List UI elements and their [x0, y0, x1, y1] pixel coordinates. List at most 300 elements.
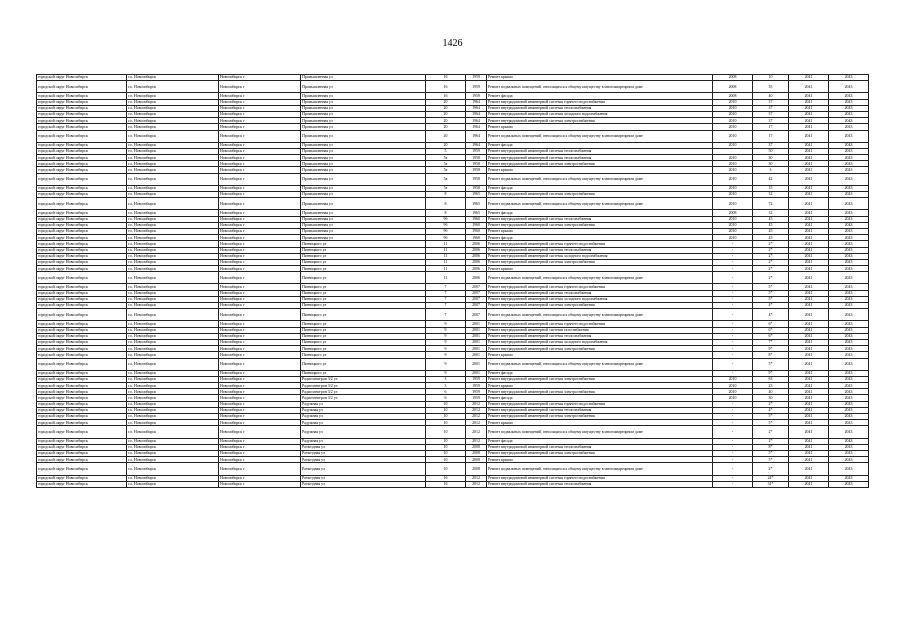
- table-row: [37, 481, 869, 487]
- capital-repair-table: [36, 74, 868, 488]
- cell-plan-start: 2041: [789, 198, 829, 210]
- cell-last-repair-year: -: [713, 339, 753, 345]
- cell-build-year: 1960: [466, 222, 487, 228]
- cell-work-type: Ремонт внутридомовой инженерной системы электроснабжения: [487, 376, 713, 382]
- cell-house: 6: [426, 389, 466, 395]
- cell-build-year: 1959: [466, 93, 487, 99]
- cell-work-type: Ремонт внутридомовой инженерной системы электроснабжения: [487, 389, 713, 395]
- cell-municipality: г.о. Новосибирск: [127, 420, 219, 426]
- cell-district: городской округ Новосибирск: [37, 185, 127, 191]
- cell-district: городской округ Новосибирск: [37, 210, 127, 216]
- cell-last-repair-year: -: [713, 438, 753, 444]
- cell-wear-percent: 45: [753, 216, 789, 222]
- cell-wear-percent: 2*: [753, 241, 789, 247]
- cell-house: 20: [426, 111, 466, 117]
- cell-street: Промышленная ул: [301, 81, 426, 93]
- cell-plan-end: 2043: [829, 192, 869, 198]
- cell-city: Новосибирск г: [219, 241, 301, 247]
- cell-municipality: г.о. Новосибирск: [127, 93, 219, 99]
- cell-build-year: 1965: [466, 192, 487, 198]
- cell-district: городской округ Новосибирск: [37, 370, 127, 376]
- cell-plan-end: 2043: [829, 75, 869, 81]
- cell-street: Промышленная ул: [301, 148, 426, 154]
- cell-district: городской округ Новосибирск: [37, 148, 127, 154]
- cell-build-year: 1959: [466, 389, 487, 395]
- cell-district: городской округ Новосибирск: [37, 420, 127, 426]
- cell-work-type: Ремонт крыши: [487, 75, 713, 81]
- table-row: [37, 81, 869, 93]
- cell-district: городской округ Новосибирск: [37, 290, 127, 296]
- cell-plan-start: 2041: [789, 303, 829, 309]
- cell-last-repair-year: -: [713, 241, 753, 247]
- cell-wear-percent: 24*: [753, 475, 789, 481]
- cell-wear-percent: 15: [753, 185, 789, 191]
- cell-build-year: 1964: [466, 118, 487, 124]
- cell-plan-end: 2043: [829, 148, 869, 154]
- cell-plan-end: 2043: [829, 333, 869, 339]
- cell-work-type: Ремонт внутридомовой инженерной системы горячего водоснабжения: [487, 321, 713, 327]
- cell-district: городской округ Новосибирск: [37, 118, 127, 124]
- cell-build-year: 2001: [466, 346, 487, 352]
- page-number: 1426: [442, 38, 463, 49]
- table-row: [37, 358, 869, 370]
- cell-wear-percent: 2*: [753, 253, 789, 259]
- cell-last-repair-year: 2010: [713, 216, 753, 222]
- cell-house: 8: [426, 192, 466, 198]
- cell-plan-start: 2041: [789, 259, 829, 265]
- cell-house: 5а: [426, 155, 466, 161]
- cell-municipality: г.о. Новосибирск: [127, 309, 219, 321]
- cell-plan-end: 2043: [829, 105, 869, 111]
- cell-work-type: Ремонт внутридомовой инженерной системы электроснабжения: [487, 450, 713, 456]
- cell-work-type: Ремонт внутридомовой инженерной системы холодного водоснабжения: [487, 339, 713, 345]
- cell-district: городской округ Новосибирск: [37, 383, 127, 389]
- cell-plan-end: 2043: [829, 235, 869, 241]
- cell-city: Новосибирск г: [219, 192, 301, 198]
- cell-city: Новосибирск г: [219, 130, 301, 142]
- cell-last-repair-year: -: [713, 303, 753, 309]
- cell-plan-start: 2041: [789, 333, 829, 339]
- cell-build-year: 1964: [466, 142, 487, 148]
- cell-district: городской округ Новосибирск: [37, 303, 127, 309]
- cell-work-type: Ремонт внутридомовой инженерной системы электроснабжения: [487, 118, 713, 124]
- cell-work-type: Ремонт подвальных помещений, относящихся к общему имуществу в многоквартирном доме: [487, 173, 713, 185]
- cell-plan-end: 2043: [829, 303, 869, 309]
- cell-street: Пятницкого ул: [301, 339, 426, 345]
- cell-city: Новосибирск г: [219, 105, 301, 111]
- cell-plan-end: 2043: [829, 321, 869, 327]
- cell-work-type: Ремонт подвальных помещений, относящихся к общему имуществу в многоквартирном доме: [487, 358, 713, 370]
- cell-plan-start: 2041: [789, 81, 829, 93]
- cell-last-repair-year: 2010: [713, 235, 753, 241]
- cell-last-repair-year: -: [713, 401, 753, 407]
- cell-municipality: г.о. Новосибирск: [127, 370, 219, 376]
- cell-house: 10: [426, 401, 466, 407]
- cell-street: Пятницкого ул: [301, 309, 426, 321]
- cell-build-year: 2001: [466, 327, 487, 333]
- cell-municipality: г.о. Новосибирск: [127, 155, 219, 161]
- cell-street: Радиоэлектрон 3/2 ул: [301, 383, 426, 389]
- cell-plan-end: 2043: [829, 130, 869, 142]
- cell-municipality: г.о. Новосибирск: [127, 99, 219, 105]
- cell-work-type: Ремонт крыши: [487, 124, 713, 130]
- cell-city: Новосибирск г: [219, 333, 301, 339]
- cell-street: Пятницкого ул: [301, 290, 426, 296]
- cell-build-year: 2006: [466, 259, 487, 265]
- cell-plan-start: 2041: [789, 161, 829, 167]
- cell-city: Новосибирск г: [219, 75, 301, 81]
- cell-last-repair-year: 2010: [713, 155, 753, 161]
- cell-municipality: г.о. Новосибирск: [127, 235, 219, 241]
- cell-wear-percent: 40: [753, 93, 789, 99]
- cell-house: 11: [426, 259, 466, 265]
- cell-house: 9: [426, 370, 466, 376]
- cell-district: городской округ Новосибирск: [37, 235, 127, 241]
- cell-municipality: г.о. Новосибирск: [127, 303, 219, 309]
- cell-district: городской округ Новосибирск: [37, 241, 127, 247]
- cell-build-year: 1965: [466, 198, 487, 210]
- cell-municipality: г.о. Новосибирск: [127, 81, 219, 93]
- cell-last-repair-year: -: [713, 450, 753, 456]
- cell-work-type: Ремонт внутридомовой инженерной системы теплоснабжения: [487, 105, 713, 111]
- cell-street: Промышленная ул: [301, 210, 426, 216]
- cell-district: городской округ Новосибирск: [37, 284, 127, 290]
- cell-city: Новосибирск г: [219, 142, 301, 148]
- cell-plan-end: 2043: [829, 99, 869, 105]
- cell-build-year: 2012: [466, 481, 487, 487]
- cell-street: Промышленная ул: [301, 99, 426, 105]
- cell-plan-end: 2043: [829, 247, 869, 253]
- cell-house: 8: [426, 198, 466, 210]
- cell-district: городской округ Новосибирск: [37, 266, 127, 272]
- cell-house: 9: [426, 339, 466, 345]
- cell-district: городской округ Новосибирск: [37, 346, 127, 352]
- cell-house: 8: [426, 210, 466, 216]
- cell-plan-end: 2043: [829, 327, 869, 333]
- table-row: [37, 309, 869, 321]
- cell-wear-percent: 5*: [753, 358, 789, 370]
- cell-district: городской округ Новосибирск: [37, 75, 127, 81]
- cell-house: 9б: [426, 235, 466, 241]
- cell-wear-percent: 45: [753, 228, 789, 234]
- cell-city: Новосибирск г: [219, 290, 301, 296]
- cell-municipality: г.о. Новосибирск: [127, 142, 219, 148]
- cell-build-year: 1958: [466, 155, 487, 161]
- cell-wear-percent: 2*: [753, 266, 789, 272]
- cell-build-year: 2006: [466, 241, 487, 247]
- cell-plan-start: 2041: [789, 358, 829, 370]
- cell-city: Новосибирск г: [219, 111, 301, 117]
- cell-plan-start: 2041: [789, 210, 829, 216]
- cell-build-year: 1964: [466, 130, 487, 142]
- cell-last-repair-year: -: [713, 352, 753, 358]
- cell-last-repair-year: 2008: [713, 81, 753, 93]
- cell-district: городской округ Новосибирск: [37, 414, 127, 420]
- cell-plan-end: 2043: [829, 198, 869, 210]
- cell-street: Промышленная ул: [301, 124, 426, 130]
- cell-plan-end: 2043: [829, 185, 869, 191]
- cell-work-type: Ремонт подвальных помещений, относящихся к общему имуществу в многоквартирном доме: [487, 198, 713, 210]
- cell-city: Новосибирск г: [219, 444, 301, 450]
- cell-wear-percent: 45: [753, 222, 789, 228]
- cell-district: городской округ Новосибирск: [37, 376, 127, 382]
- cell-last-repair-year: -: [713, 346, 753, 352]
- cell-build-year: 1959: [466, 75, 487, 81]
- cell-work-type: Ремонт внутридомовой инженерной системы теплоснабжения: [487, 407, 713, 413]
- cell-plan-end: 2043: [829, 296, 869, 302]
- cell-wear-percent: 35: [753, 81, 789, 93]
- cell-house: 9: [426, 333, 466, 339]
- cell-house: 11: [426, 241, 466, 247]
- cell-last-repair-year: -: [713, 247, 753, 253]
- cell-build-year: 2007: [466, 309, 487, 321]
- cell-plan-end: 2043: [829, 481, 869, 487]
- cell-city: Новосибирск г: [219, 235, 301, 241]
- cell-street: Пятницкого ул: [301, 241, 426, 247]
- cell-street: Промышленная ул: [301, 222, 426, 228]
- cell-wear-percent: 9*: [753, 370, 789, 376]
- cell-house: 10: [426, 450, 466, 456]
- cell-wear-percent: 8*: [753, 444, 789, 450]
- cell-work-type: Ремонт внутридомовой инженерной системы электроснабжения: [487, 303, 713, 309]
- cell-work-type: Ремонт фасада: [487, 142, 713, 148]
- table-row: [37, 198, 869, 210]
- cell-last-repair-year: -: [713, 358, 753, 370]
- cell-plan-end: 2043: [829, 401, 869, 407]
- cell-build-year: 1960: [466, 235, 487, 241]
- cell-plan-start: 2041: [789, 124, 829, 130]
- cell-wear-percent: 5*: [753, 450, 789, 456]
- cell-work-type: Ремонт внутридомовой инженерной системы теплоснабжения: [487, 481, 713, 487]
- cell-wear-percent: 5*: [753, 420, 789, 426]
- cell-plan-start: 2041: [789, 272, 829, 284]
- cell-wear-percent: 72: [753, 198, 789, 210]
- cell-plan-end: 2043: [829, 81, 869, 93]
- cell-build-year: 2012: [466, 401, 487, 407]
- cell-plan-start: 2041: [789, 395, 829, 401]
- cell-last-repair-year: -: [713, 414, 753, 420]
- cell-street: Разъездная ул: [301, 444, 426, 450]
- cell-work-type: Ремонт подвальных помещений, относящихся к общему имуществу в многоквартирном доме: [487, 309, 713, 321]
- cell-district: городской округ Новосибирск: [37, 481, 127, 487]
- cell-plan-start: 2041: [789, 173, 829, 185]
- cell-plan-end: 2043: [829, 389, 869, 395]
- cell-build-year: 1958: [466, 167, 487, 173]
- cell-street: Пятницкого ул: [301, 370, 426, 376]
- cell-last-repair-year: -: [713, 296, 753, 302]
- cell-district: городской округ Новосибирск: [37, 247, 127, 253]
- cell-work-type: Ремонт внутридомовой инженерной системы теплоснабжения: [487, 148, 713, 154]
- cell-street: Промышленная ул: [301, 75, 426, 81]
- cell-last-repair-year: -: [713, 253, 753, 259]
- cell-build-year: 2006: [466, 272, 487, 284]
- cell-wear-percent: 5*: [753, 457, 789, 463]
- cell-work-type: Ремонт крыши: [487, 228, 713, 234]
- cell-plan-start: 2041: [789, 93, 829, 99]
- cell-last-repair-year: 2010: [713, 105, 753, 111]
- cell-city: Новосибирск г: [219, 426, 301, 438]
- cell-build-year: 1964: [466, 111, 487, 117]
- cell-street: Радиоэлектрон 3/2 ул: [301, 389, 426, 395]
- cell-street: Промышленная ул: [301, 161, 426, 167]
- cell-plan-start: 2041: [789, 130, 829, 142]
- cell-municipality: г.о. Новосибирск: [127, 376, 219, 382]
- cell-house: 11: [426, 253, 466, 259]
- cell-district: городской округ Новосибирск: [37, 192, 127, 198]
- cell-house: 20: [426, 105, 466, 111]
- cell-house: 11: [426, 266, 466, 272]
- cell-work-type: Ремонт внутридомовой инженерной системы холодного водоснабжения: [487, 111, 713, 117]
- cell-wear-percent: 37: [753, 142, 789, 148]
- cell-build-year: 2008: [466, 457, 487, 463]
- cell-plan-start: 2041: [789, 228, 829, 234]
- cell-house: 5: [426, 148, 466, 154]
- cell-build-year: 1959: [466, 395, 487, 401]
- repair-schedule-table: [36, 74, 869, 488]
- cell-plan-start: 2041: [789, 148, 829, 154]
- cell-build-year: 2007: [466, 296, 487, 302]
- cell-city: Новосибирск г: [219, 198, 301, 210]
- cell-city: Новосибирск г: [219, 155, 301, 161]
- cell-last-repair-year: 2010: [713, 185, 753, 191]
- cell-build-year: 1964: [466, 105, 487, 111]
- cell-last-repair-year: 2010: [713, 383, 753, 389]
- cell-wear-percent: 30: [753, 161, 789, 167]
- cell-last-repair-year: -: [713, 309, 753, 321]
- cell-work-type: Ремонт крыши: [487, 383, 713, 389]
- cell-last-repair-year: 2010: [713, 222, 753, 228]
- cell-plan-end: 2043: [829, 290, 869, 296]
- cell-last-repair-year: -: [713, 327, 753, 333]
- cell-plan-end: 2043: [829, 457, 869, 463]
- cell-last-repair-year: 2010: [713, 99, 753, 105]
- cell-city: Новосибирск г: [219, 259, 301, 265]
- cell-house: 10: [426, 414, 466, 420]
- cell-wear-percent: 4*: [753, 407, 789, 413]
- cell-build-year: 1959: [466, 148, 487, 154]
- cell-city: Новосибирск г: [219, 395, 301, 401]
- cell-last-repair-year: -: [713, 370, 753, 376]
- cell-last-repair-year: 2010: [713, 130, 753, 142]
- cell-plan-end: 2043: [829, 376, 869, 382]
- cell-plan-start: 2041: [789, 426, 829, 438]
- cell-work-type: Ремонт внутридомовой инженерной системы горячего водоснабжения: [487, 99, 713, 105]
- cell-municipality: г.о. Новосибирск: [127, 192, 219, 198]
- cell-city: Новосибирск г: [219, 296, 301, 302]
- cell-work-type: Ремонт крыши: [487, 266, 713, 272]
- cell-city: Новосибирск г: [219, 339, 301, 345]
- cell-plan-start: 2041: [789, 167, 829, 173]
- cell-last-repair-year: 2010: [713, 228, 753, 234]
- cell-house: 9б: [426, 222, 466, 228]
- cell-work-type: Ремонт внутридомовой инженерной системы электроснабжения: [487, 222, 713, 228]
- cell-work-type: Ремонт крыши: [487, 420, 713, 426]
- cell-plan-start: 2041: [789, 118, 829, 124]
- cell-work-type: Ремонт фасада: [487, 235, 713, 241]
- cell-district: городской округ Новосибирск: [37, 463, 127, 475]
- cell-district: городской округ Новосибирск: [37, 173, 127, 185]
- cell-work-type: Ремонт внутридомовой инженерной системы горячего водоснабжения: [487, 284, 713, 290]
- cell-street: Промышленная ул: [301, 185, 426, 191]
- cell-district: городской округ Новосибирск: [37, 333, 127, 339]
- cell-house: 10: [426, 457, 466, 463]
- cell-street: Пятницкого ул: [301, 296, 426, 302]
- cell-build-year: 1958: [466, 161, 487, 167]
- cell-district: городской округ Новосибирск: [37, 111, 127, 117]
- cell-house: 20: [426, 130, 466, 142]
- cell-district: городской округ Новосибирск: [37, 155, 127, 161]
- cell-last-repair-year: -: [713, 266, 753, 272]
- cell-build-year: 2001: [466, 358, 487, 370]
- cell-build-year: 2006: [466, 247, 487, 253]
- cell-city: Новосибирск г: [219, 407, 301, 413]
- cell-municipality: г.о. Новосибирск: [127, 247, 219, 253]
- cell-wear-percent: 37: [753, 111, 789, 117]
- cell-plan-end: 2043: [829, 475, 869, 481]
- cell-house: 7: [426, 303, 466, 309]
- cell-street: Пятницкого ул: [301, 272, 426, 284]
- cell-wear-percent: 7*: [753, 339, 789, 345]
- cell-work-type: Ремонт внутридомовой инженерной системы теплоснабжения: [487, 216, 713, 222]
- cell-plan-start: 2041: [789, 99, 829, 105]
- cell-city: Новосибирск г: [219, 383, 301, 389]
- cell-city: Новосибирск г: [219, 463, 301, 475]
- cell-municipality: г.о. Новосибирск: [127, 481, 219, 487]
- cell-wear-percent: 63: [753, 376, 789, 382]
- cell-wear-percent: 2*: [753, 247, 789, 253]
- cell-city: Новосибирск г: [219, 167, 301, 173]
- cell-city: Новосибирск г: [219, 481, 301, 487]
- cell-municipality: г.о. Новосибирск: [127, 228, 219, 234]
- cell-street: Промышленная ул: [301, 192, 426, 198]
- cell-municipality: г.о. Новосибирск: [127, 407, 219, 413]
- cell-city: Новосибирск г: [219, 253, 301, 259]
- cell-wear-percent: 8*: [753, 352, 789, 358]
- cell-work-type: Ремонт фасада: [487, 185, 713, 191]
- cell-work-type: Ремонт внутридомовой инженерной системы электроснабжения: [487, 259, 713, 265]
- cell-municipality: г.о. Новосибирск: [127, 111, 219, 117]
- cell-street: Радужная ул: [301, 414, 426, 420]
- cell-district: городской округ Новосибирск: [37, 142, 127, 148]
- cell-plan-start: 2041: [789, 475, 829, 481]
- cell-wear-percent: 10: [753, 75, 789, 81]
- cell-plan-end: 2043: [829, 272, 869, 284]
- cell-municipality: г.о. Новосибирск: [127, 463, 219, 475]
- cell-house: 9б: [426, 228, 466, 234]
- cell-plan-start: 2041: [789, 222, 829, 228]
- cell-build-year: 2008: [466, 450, 487, 456]
- cell-house: 9: [426, 358, 466, 370]
- cell-wear-percent: 5*: [753, 284, 789, 290]
- cell-plan-end: 2043: [829, 167, 869, 173]
- cell-wear-percent: 37: [753, 99, 789, 105]
- cell-plan-end: 2043: [829, 93, 869, 99]
- table-row: [37, 463, 869, 475]
- cell-municipality: г.о. Новосибирск: [127, 241, 219, 247]
- cell-city: Новосибирск г: [219, 303, 301, 309]
- cell-work-type: Ремонт внутридомовой инженерной системы холодного водоснабжения: [487, 253, 713, 259]
- cell-last-repair-year: -: [713, 463, 753, 475]
- cell-street: Промышленная ул: [301, 130, 426, 142]
- cell-plan-start: 2041: [789, 105, 829, 111]
- cell-plan-start: 2041: [789, 401, 829, 407]
- cell-house: 7: [426, 296, 466, 302]
- cell-district: городской округ Новосибирск: [37, 253, 127, 259]
- cell-wear-percent: 6*: [753, 327, 789, 333]
- cell-street: Радиоэлектрон 3/2 ул: [301, 395, 426, 401]
- cell-city: Новосибирск г: [219, 173, 301, 185]
- cell-municipality: г.о. Новосибирск: [127, 457, 219, 463]
